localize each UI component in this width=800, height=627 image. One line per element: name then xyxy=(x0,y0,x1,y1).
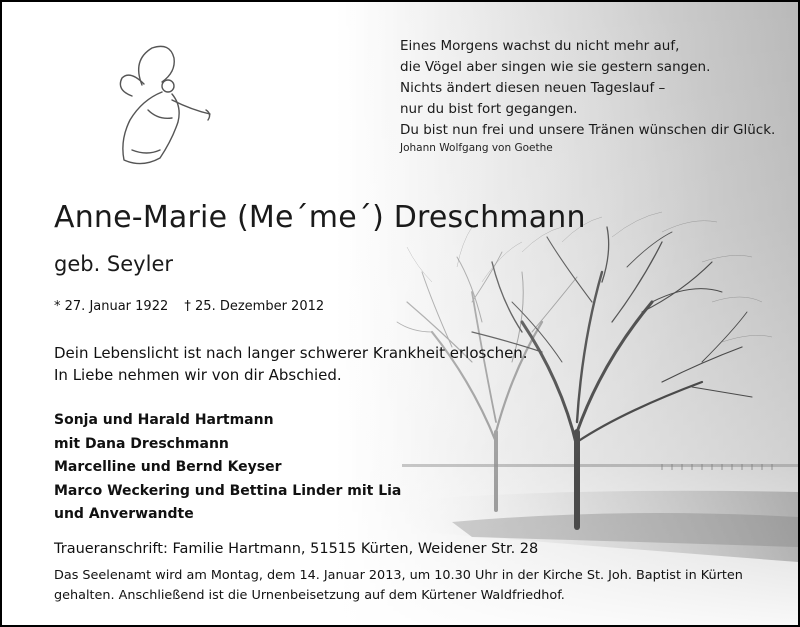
mourner-line: und Anverwandte xyxy=(54,506,194,522)
deceased-name: Anne-Marie (Me´me´) Dreschmann xyxy=(54,200,586,235)
angel-icon xyxy=(102,40,222,180)
poem xyxy=(400,36,775,141)
poem-author: Johann Wolfgang von Goethe xyxy=(400,142,553,154)
poem-line: Du bist nun frei und unsere Tränen wünschen dir Glück. xyxy=(400,122,776,138)
mourner-line: Marco Weckering und Bettina Linder mit Lia xyxy=(54,482,402,499)
birth-date: * 27. Januar 1922 xyxy=(54,299,169,314)
maiden-name: geb. Seyler xyxy=(54,252,173,276)
service-line: Das Seelenamt wird am Montag, dem 14. Januar 2013, um 10.30 Uhr in der Kirche St. Joh. Baptist in Kürten xyxy=(54,568,743,583)
mourning-address: Traueranschrift: Familie Hartmann, 51515 Kürten, Weidener Str. 28 xyxy=(54,541,539,557)
mourner-line: mit Dana Dreschmann xyxy=(54,435,229,452)
death-date: † 25. Dezember 2012 xyxy=(184,299,325,314)
poem-line: Eines Morgens wachst du nicht mehr auf, xyxy=(400,38,680,54)
poem-line: Nichts ändert diesen neuen Tageslauf – xyxy=(400,80,666,96)
service-line: gehalten. Anschließend ist die Urnenbeisetzung auf dem Kürtener Waldfriedhof. xyxy=(54,588,565,603)
service-info xyxy=(54,566,743,606)
mourners-list xyxy=(54,409,401,527)
farewell-message xyxy=(54,342,528,386)
mourner-line: Sonja und Harald Hartmann xyxy=(54,412,274,428)
message-line: In Liebe nehmen wir von dir Abschied. xyxy=(54,366,342,384)
message-line: Dein Lebenslicht ist nach langer schwerer Krankheit erloschen. xyxy=(54,344,528,362)
poem-line: die Vögel aber singen wie sie gestern sangen. xyxy=(400,59,711,75)
life-dates xyxy=(54,299,324,314)
poem-line: nur du bist fort gegangen. xyxy=(400,101,578,117)
mourner-line: Marcelline und Bernd Keyser xyxy=(54,459,282,475)
